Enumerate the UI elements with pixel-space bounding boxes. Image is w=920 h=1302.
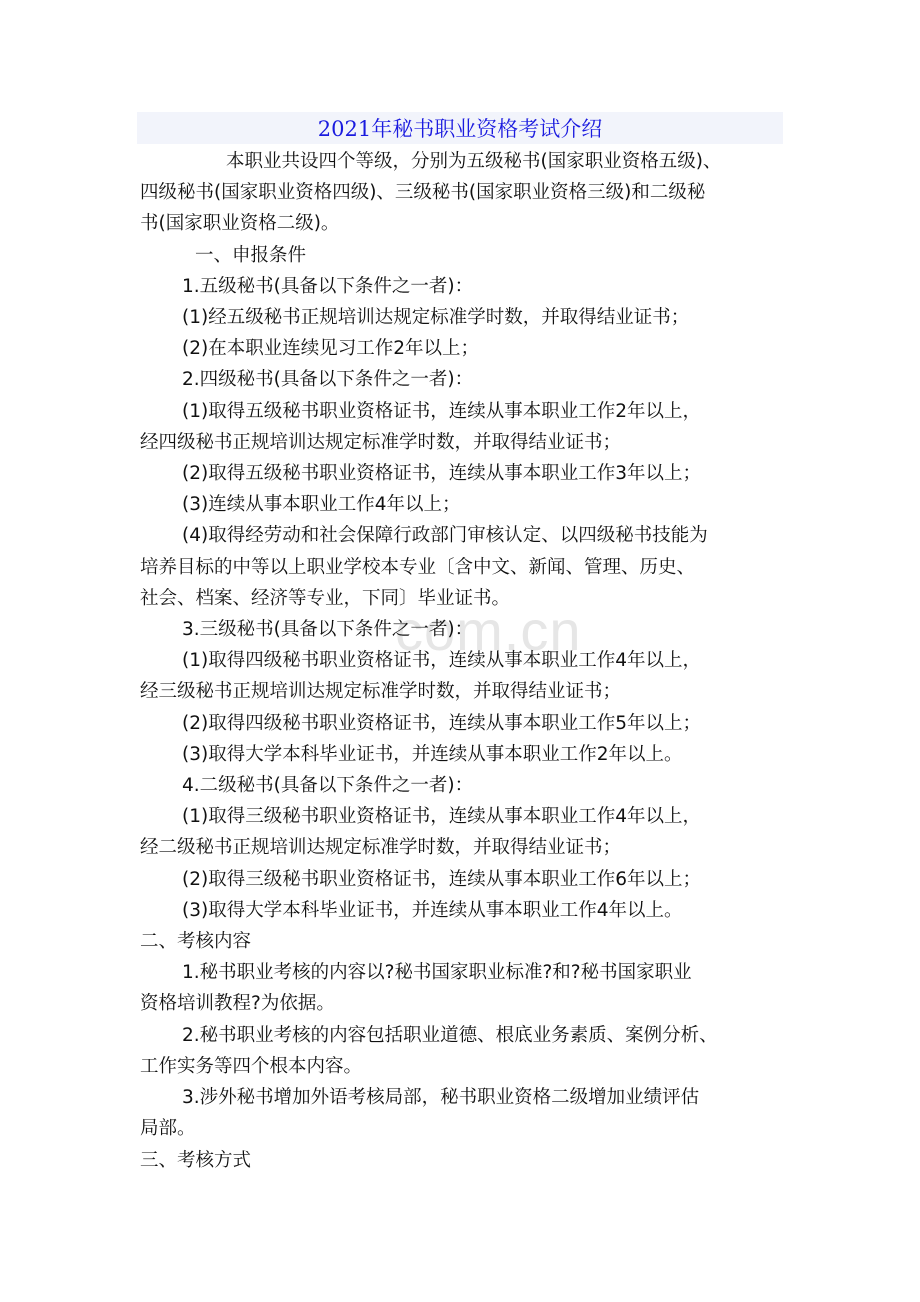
body-line: (1)取得三级秘书职业资格证书，连续从事本职业工作4年以上， [182, 806, 701, 828]
body-line: 一、申报条件 [195, 244, 307, 266]
body-line: (1)经五级秘书正规培训达规定标准学时数，并取得结业证书； [182, 307, 690, 329]
body-line: 2.四级秘书(具备以下条件之一者)： [182, 369, 474, 391]
body-line: (1)取得五级秘书职业资格证书，连续从事本职业工作2年以上， [182, 400, 701, 422]
body-line: (3)取得大学本科毕业证书，并连续从事本职业工作4年以上。 [182, 899, 683, 921]
document-title: 2021年秘书职业资格考试介绍 [317, 117, 603, 141]
watermark: com.cn [395, 599, 582, 662]
body-line: 1.五级秘书(具备以下条件之一者)： [182, 275, 474, 297]
body-line: (2)取得四级秘书职业资格证书，连续从事本职业工作5年以上； [182, 712, 701, 734]
body-line: 三、考核方式 [140, 1149, 252, 1171]
body-line: 二、考核内容 [140, 931, 252, 953]
body-line: 1.秘书职业考核的内容以?秘书国家职业标准?和?秘书国家职业 [182, 962, 692, 984]
body-line: 经三级秘书正规培训达规定标准学时数，并取得结业证书； [140, 681, 622, 703]
body-line: 本职业共设四个等级，分别为五级秘书(国家职业资格五级)、 [226, 151, 722, 172]
document-body [140, 146, 785, 1176]
body-line: (3)连续从事本职业工作4年以上； [182, 494, 461, 516]
body-line: (2)在本职业连续见习工作2年以上； [182, 338, 479, 360]
body-line: 3.涉外秘书增加外语考核局部，秘书职业资格二级增加业绩评估 [182, 1087, 700, 1109]
body-line: 书(国家职业资格二级)。 [140, 213, 340, 235]
body-line: 工作实务等四个根本内容。 [140, 1055, 363, 1077]
body-line: 3.三级秘书(具备以下条件之一者)： [182, 619, 474, 641]
body-line: (2)取得三级秘书职业资格证书，连续从事本职业工作6年以上； [182, 868, 701, 890]
body-line: 培养目标的中等以上职业学校本专业〔含中文、新闻、管理、历史、 [140, 556, 696, 578]
body-line: 经二级秘书正规培训达规定标准学时数，并取得结业证书； [140, 837, 622, 859]
body-line: 四级秘书(国家职业资格四级)、三级秘书(国家职业资格三级)和二级秘 [140, 182, 706, 204]
body-line: 局部。 [140, 1118, 196, 1140]
body-line: 资格培训教程?为依据。 [140, 993, 335, 1015]
body-line: (3)取得大学本科毕业证书，并连续从事本职业工作2年以上。 [182, 743, 683, 765]
body-line: (4)取得经劳动和社会保障行政部门审核认定、以四级秘书技能为 [182, 525, 708, 547]
body-line: 2.秘书职业考核的内容包括职业道德、根底业务素质、案例分析、 [182, 1024, 718, 1046]
body-line: (2)取得五级秘书职业资格证书，连续从事本职业工作3年以上； [182, 463, 701, 485]
body-line: (1)取得四级秘书职业资格证书，连续从事本职业工作4年以上， [182, 650, 701, 672]
body-line: 社会、档案、经济等专业，下同〕毕业证书。 [140, 587, 511, 609]
body-line: 4.二级秘书(具备以下条件之一者)： [182, 775, 474, 797]
body-line: 经四级秘书正规培训达规定标准学时数，并取得结业证书； [140, 431, 622, 453]
